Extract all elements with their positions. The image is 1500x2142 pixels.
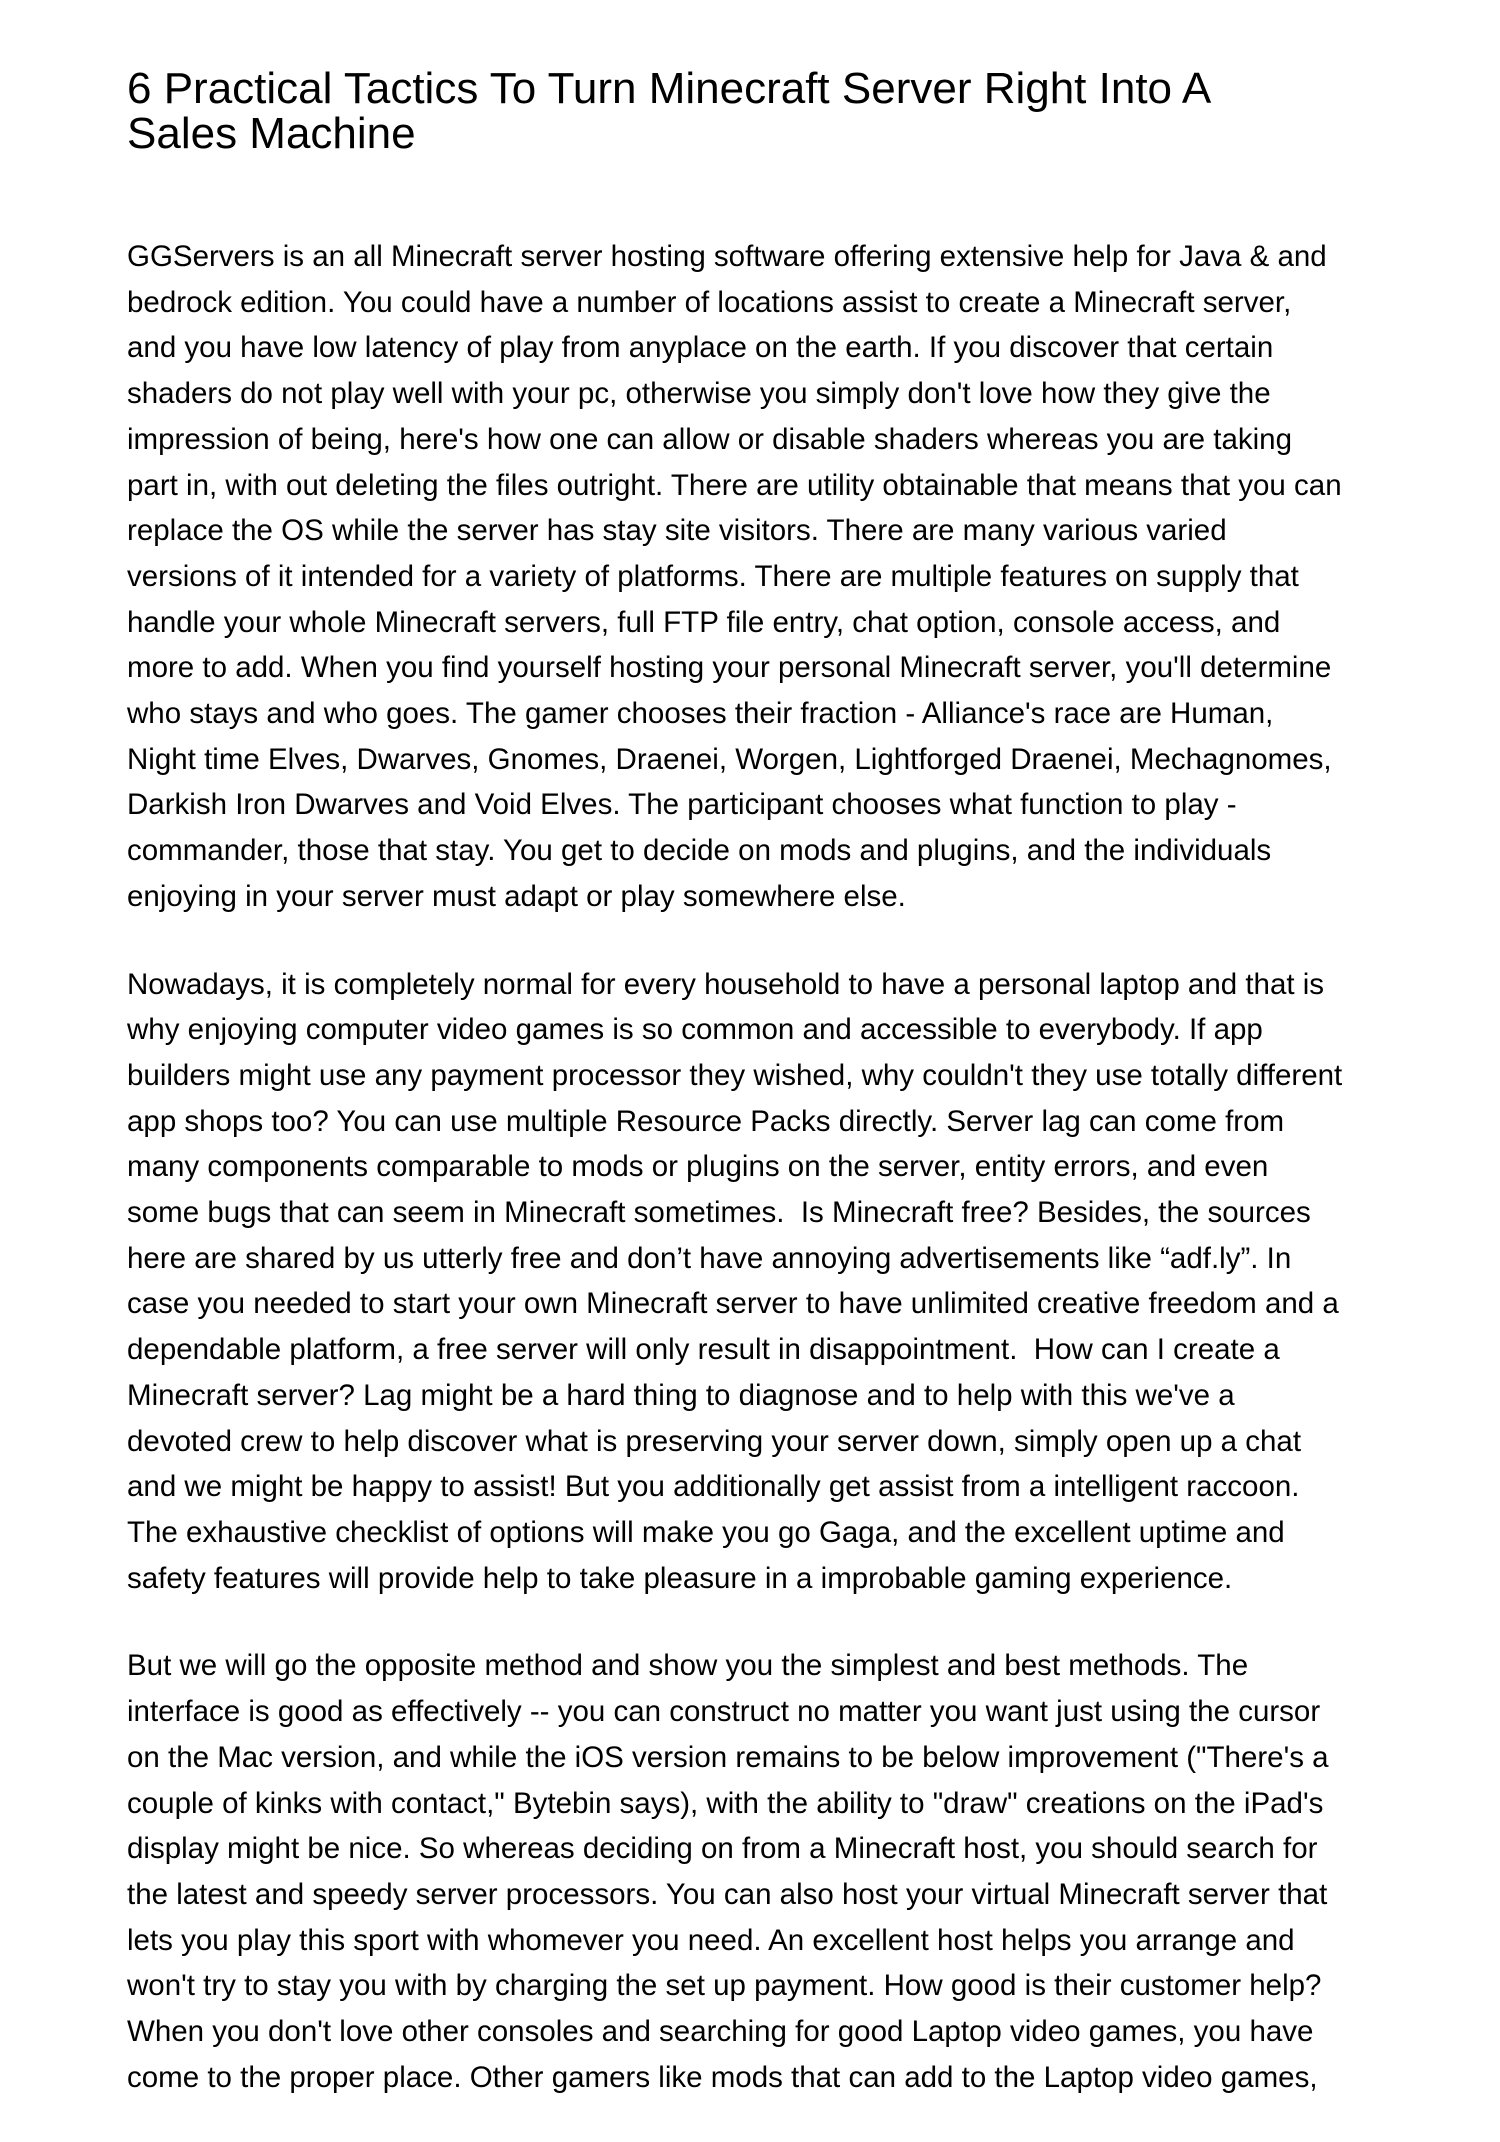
- text-line: app shops too? You can use multiple Resource Packs directly. Server lag can come from: [127, 1104, 1285, 1138]
- text-line: and you have low latency of play from anyplace on the earth. If you discover that certain: [127, 331, 1274, 365]
- paragraph: [127, 234, 1407, 920]
- text-line: dependable platform, a free server will only result in disappointment. How can I create a: [127, 1333, 1280, 1367]
- text-line: enjoying in your server must adapt or play somewhere else.: [127, 879, 906, 913]
- text-line: Night time Elves, Dwarves, Gnomes, Draenei, Worgen, Lightforged Draenei, Mechagnomes,: [127, 742, 1332, 776]
- text-line: When you don't love other consoles and searching for good Laptop video games, you have: [127, 2015, 1314, 2049]
- title-line: Sales Machine: [127, 109, 416, 158]
- text-line: the latest and speedy server processors. You can also host your virtual Minecraft server that: [127, 1877, 1328, 1911]
- text-line: builders might use any payment processor they wished, why couldn't they use totally different: [127, 1058, 1343, 1092]
- text-line: GGServers is an all Minecraft server hosting software offering extensive help for Java & and: [127, 240, 1327, 273]
- text-line: who stays and who goes. The gamer chooses their fraction - Alliance's race are Human,: [127, 697, 1274, 731]
- text-line: couple of kinks with contact," Bytebin says), with the ability to "draw" creations on the iPad's: [127, 1786, 1324, 1820]
- text-line: display might be nice. So whereas deciding on from a Minecraft host, you should search for: [127, 1832, 1318, 1866]
- text-line: on the Mac version, and while the iOS version remains to be below improvement ("There's a: [127, 1740, 1329, 1774]
- text-line: here are shared by us utterly free and don’t have annoying advertisements like “adf.ly”. In: [127, 1241, 1292, 1275]
- text-line: handle your whole Minecraft servers, full FTP file entry, chat option, console access, and: [127, 605, 1281, 639]
- text-line: versions of it intended for a variety of platforms. There are multiple features on supply that: [127, 559, 1299, 593]
- paragraph: [127, 1643, 1407, 2100]
- text-line: case you needed to start your own Minecraft server to have unlimited creative freedom and a: [127, 1287, 1339, 1321]
- text-line: interface is good as effectively -- you can construct no matter you want just using the cursor: [127, 1695, 1321, 1729]
- text-line: bedrock edition. You could have a number of locations assist to create a Minecraft server,: [127, 285, 1292, 319]
- text-line: But we will go the opposite method and show you the simplest and best methods. The: [127, 1649, 1249, 1683]
- text-line: many components comparable to mods or plugins on the server, entity errors, and even: [127, 1150, 1269, 1184]
- document-body: [127, 234, 1407, 2100]
- text-line: come to the proper place. Other gamers like mods that can add to the Laptop video games,: [127, 2060, 1318, 2094]
- document-title: [127, 66, 1407, 156]
- paragraph: [127, 962, 1407, 1602]
- text-line: and we might be happy to assist! But you additionally get assist from a intelligent raccoon.: [127, 1470, 1300, 1504]
- text-line: shaders do not play well with your pc, otherwise you simply don't love how they give the: [127, 377, 1271, 411]
- text-line: commander, those that stay. You get to decide on mods and plugins, and the individuals: [127, 834, 1272, 868]
- document-page: [127, 66, 1407, 2142]
- text-line: some bugs that can seem in Minecraft sometimes. Is Minecraft free? Besides, the sources: [127, 1196, 1311, 1230]
- text-line: won't try to stay you with by charging the set up payment. How good is their customer help?: [127, 1969, 1322, 2003]
- text-line: more to add. When you find yourself hosting your personal Minecraft server, you'll determine: [127, 651, 1332, 685]
- text-line: impression of being, here's how one can allow or disable shaders whereas you are taking: [127, 422, 1292, 456]
- text-line: Minecraft server? Lag might be a hard thing to diagnose and to help with this we've a: [127, 1378, 1235, 1412]
- text-line: devoted crew to help discover what is preserving your server down, simply open up a chat: [127, 1424, 1302, 1458]
- text-line: Nowadays, it is completely normal for every household to have a personal laptop and that is: [127, 967, 1325, 1001]
- text-line: safety features will provide help to take pleasure in a improbable gaming experience.: [127, 1561, 1233, 1595]
- title-line: 6 Practical Tactics To Turn Minecraft Server Right Into A: [127, 64, 1212, 113]
- text-line: lets you play this sport with whomever you need. An excellent host helps you arrange and: [127, 1923, 1295, 1957]
- text-line: why enjoying computer video games is so common and accessible to everybody. If app: [127, 1013, 1263, 1047]
- text-line: The exhaustive checklist of options will make you go Gaga, and the excellent uptime and: [127, 1515, 1285, 1549]
- text-line: Darkish Iron Dwarves and Void Elves. The participant chooses what function to play -: [127, 788, 1237, 822]
- text-line: replace the OS while the server has stay site visitors. There are many various varied: [127, 514, 1227, 548]
- text-line: part in, with out deleting the files outright. There are utility obtainable that means that you can: [127, 468, 1342, 502]
